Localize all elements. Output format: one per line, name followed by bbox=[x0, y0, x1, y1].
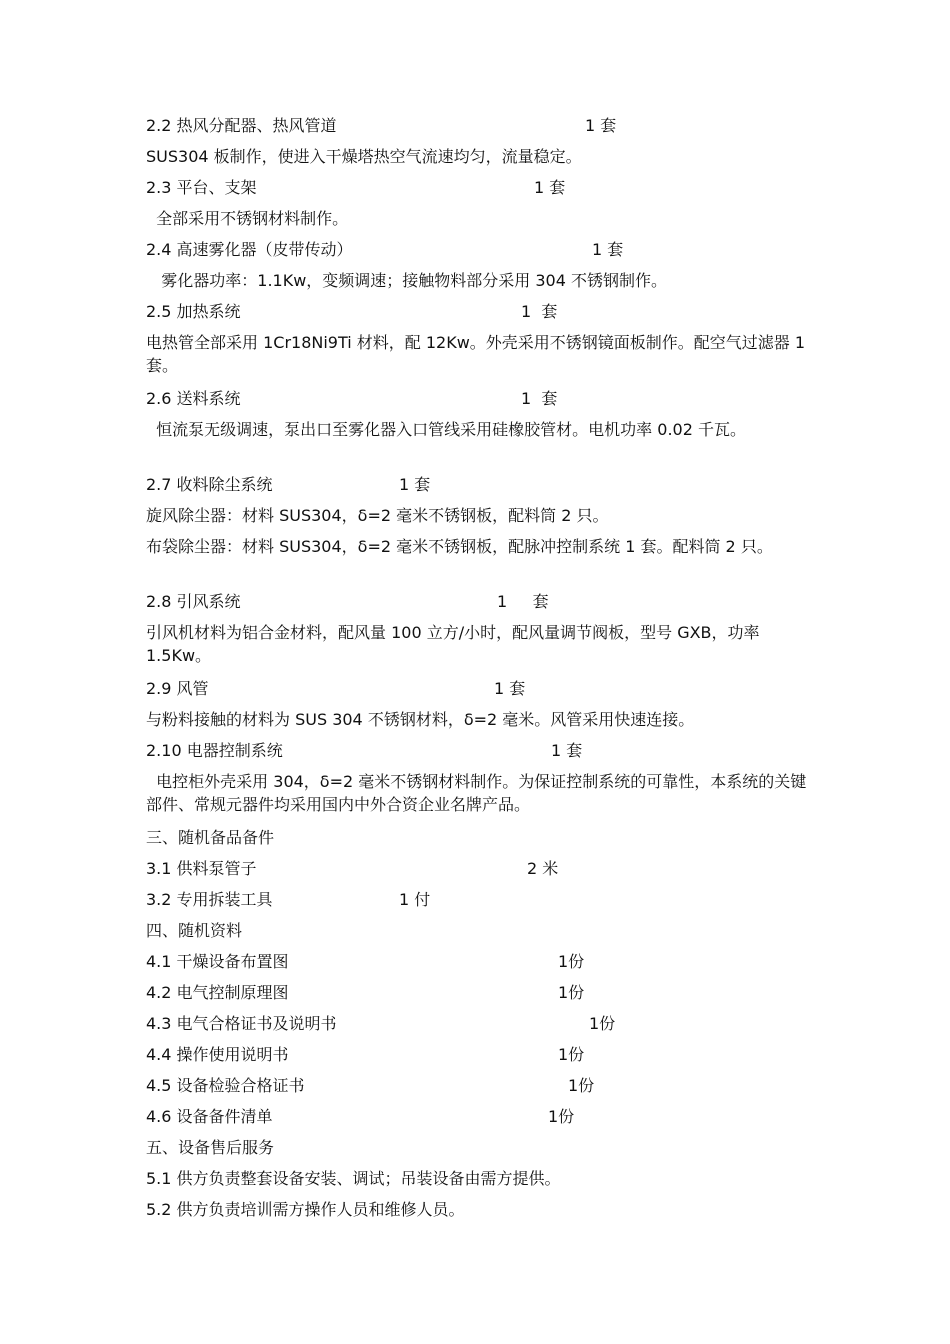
item-3-2: 3.2 专用拆装工具 bbox=[146, 890, 273, 909]
item-4-2-qty: 1份 bbox=[558, 983, 585, 1002]
item-4-2: 4.2 电气控制原理图 bbox=[146, 983, 289, 1002]
item-2-4-qty: 1 套 bbox=[592, 240, 624, 259]
item-2-4-desc: 雾化器功率：1.1Kw，变频调速；接触物料部分采用 304 不锈钢制作。 bbox=[146, 271, 667, 290]
item-2-8-desc: 引风机材料为铝合金材料，配风量 100 立方/小时，配风量调节阀板，型号 GXB，功率 1.5Kw。 bbox=[146, 623, 760, 665]
item-4-6-qty: 1份 bbox=[548, 1107, 575, 1126]
section-4-title: 四、随机资料 bbox=[146, 921, 243, 940]
section-3-title: 三、随机备品备件 bbox=[146, 828, 275, 847]
item-2-8: 2.8 引风系统 bbox=[146, 592, 241, 611]
item-4-6: 4.6 设备备件清单 bbox=[146, 1107, 273, 1126]
item-2-10-qty: 1 套 bbox=[551, 741, 583, 760]
item-2-9-qty: 1 套 bbox=[494, 679, 526, 698]
item-4-5-qty: 1份 bbox=[568, 1076, 595, 1095]
item-2-5-qty: 1 套 bbox=[521, 302, 558, 321]
item-2-6-desc: 恒流泵无级调速，泵出口至雾化器入口管线采用硅橡胶管材。电机功率 0.02 千瓦。 bbox=[146, 420, 746, 439]
item-2-7-bag: 布袋除尘器：材料 SUS304，δ=2 毫米不锈钢板，配脉冲控制系统 1 套。配料筒 2 只。 bbox=[146, 537, 773, 556]
item-5-1: 5.1 供方负责整套设备安装、调试；吊装设备由需方提供。 bbox=[146, 1169, 561, 1188]
item-text: 2.2 热风分配器、热风管道 bbox=[146, 116, 337, 135]
item-4-1: 4.1 干燥设备布置图 bbox=[146, 952, 289, 971]
item-2-9-desc: 与粉料接触的材料为 SUS 304 不锈钢材料，δ=2 毫米。风管采用快速连接。 bbox=[146, 710, 695, 729]
item-4-4-qty: 1份 bbox=[558, 1045, 585, 1064]
section-5-title: 五、设备售后服务 bbox=[146, 1138, 275, 1157]
item-2-2-desc: SUS304 板制作，使进入干燥塔热空气流速均匀，流量稳定。 bbox=[146, 147, 582, 166]
item-2-4: 2.4 高速雾化器（皮带传动） bbox=[146, 240, 353, 259]
item-2-7-cyclone: 旋风除尘器：材料 SUS304，δ=2 毫米不锈钢板，配料筒 2 只。 bbox=[146, 506, 609, 525]
item-2-7-qty: 1 套 bbox=[399, 475, 431, 494]
item-2-7: 2.7 收料除尘系统 bbox=[146, 475, 273, 494]
item-4-5: 4.5 设备检验合格证书 bbox=[146, 1076, 305, 1095]
item-2-6: 2.6 送料系统 bbox=[146, 389, 241, 408]
item-2-5-desc: 电热管全部采用 1Cr18Ni9Ti 材料，配 12Kw。外壳采用不锈钢镜面板制作。配空气过滤器 1 套。 bbox=[146, 333, 806, 375]
item-3-2-qty: 1 付 bbox=[399, 890, 431, 909]
item-4-3-qty: 1份 bbox=[589, 1014, 616, 1033]
item-3-1-qty: 2 米 bbox=[527, 859, 559, 878]
item-2-6-qty: 1 套 bbox=[521, 389, 558, 408]
item-2-3-desc: 全部采用不锈钢材料制作。 bbox=[146, 209, 349, 228]
item-2-2 bbox=[146, 116, 337, 136]
item-2-9: 2.9 风管 bbox=[146, 679, 209, 698]
item-2-10-desc: 电控柜外壳采用 304，δ=2 毫米不锈钢材料制作。为保证控制系统的可靠性，本系统的关键部件、常规元器件均采用国内中外合资企业名牌产品。 bbox=[146, 772, 807, 814]
item-4-1-qty: 1份 bbox=[558, 952, 585, 971]
item-4-4: 4.4 操作使用说明书 bbox=[146, 1045, 289, 1064]
item-3-1: 3.1 供料泵管子 bbox=[146, 859, 257, 878]
item-2-8-qty: 1 套 bbox=[497, 592, 549, 611]
item-2-3: 2.3 平台、支架 bbox=[146, 178, 257, 197]
item-2-10: 2.10 电器控制系统 bbox=[146, 741, 283, 760]
item-2-3-qty: 1 套 bbox=[534, 178, 566, 197]
item-5-2: 5.2 供方负责培训需方操作人员和维修人员。 bbox=[146, 1200, 465, 1219]
item-2-2-qty: 1 套 bbox=[585, 116, 617, 135]
item-4-3: 4.3 电气合格证书及说明书 bbox=[146, 1014, 337, 1033]
item-2-5: 2.5 加热系统 bbox=[146, 302, 241, 321]
